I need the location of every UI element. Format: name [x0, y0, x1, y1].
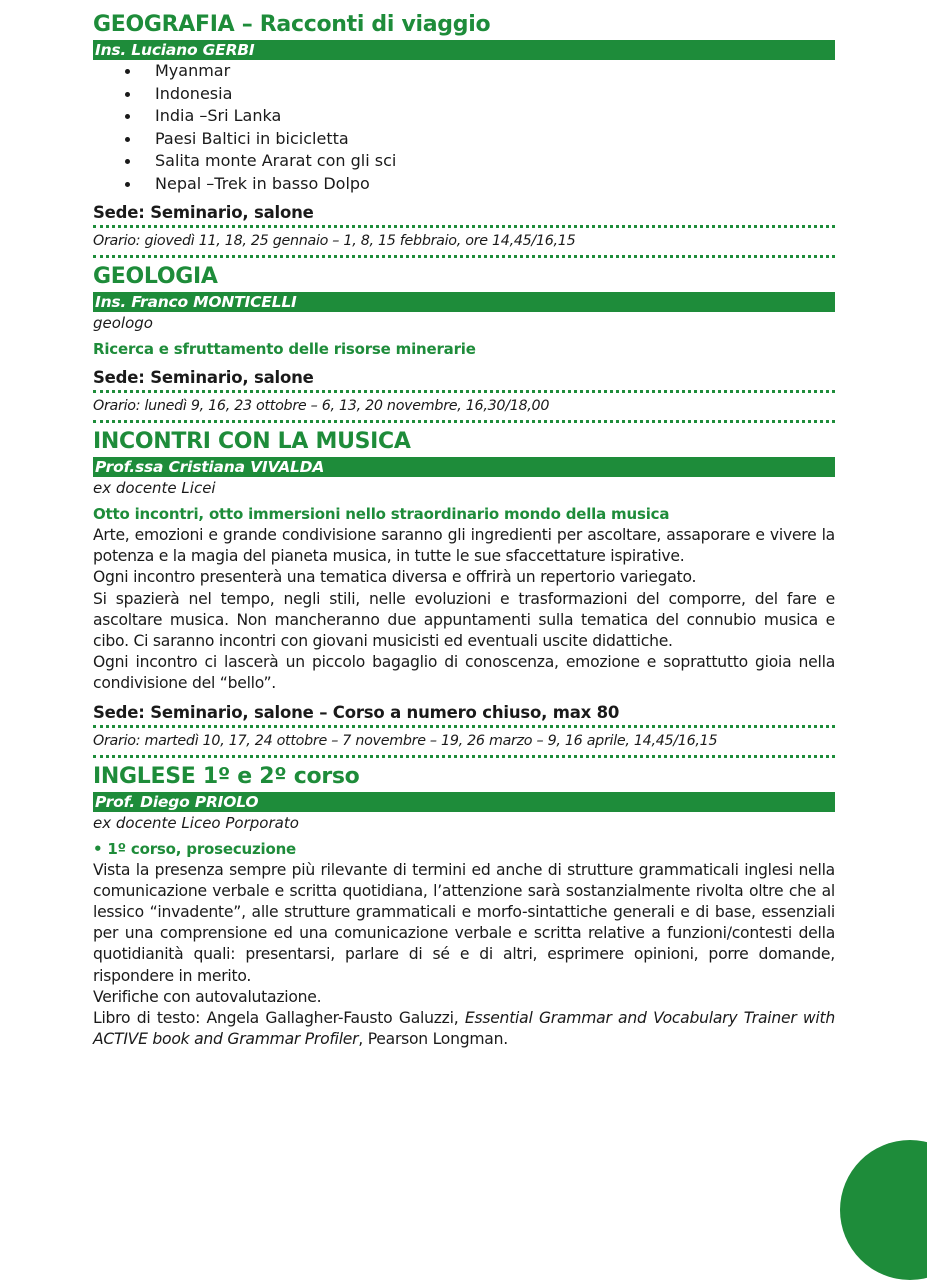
- course-subtitle: Ricerca e sfruttamento delle risorse minerarie: [93, 340, 476, 358]
- list-item: [125, 105, 835, 128]
- bullet-icon: [125, 137, 130, 142]
- topic-list: [93, 60, 835, 195]
- course-musica: [93, 427, 835, 758]
- schedule: Orario: lunedì 9, 16, 23 ottobre – 6, 13, 20 novembre, 16,30/18,00: [93, 390, 835, 423]
- course-title: GEOGRAFIA – Racconti di viaggio: [93, 12, 491, 37]
- course-description: [93, 860, 835, 1051]
- list-item: [125, 83, 835, 106]
- bullet-icon: [125, 182, 130, 187]
- course-title: INGLESE 1º e 2º corso: [93, 763, 360, 789]
- schedule: Orario: giovedì 11, 18, 25 gennaio – 1, 8, 15 febbraio, ore 14,45/16,15: [93, 225, 835, 258]
- teacher-bar: Ins. Franco MONTICELLI: [93, 292, 835, 312]
- teacher-bar: Ins. Luciano GERBI: [93, 40, 835, 60]
- course-geologia: [93, 262, 835, 423]
- paragraph: Ogni incontro ci lascerà un piccolo bagaglio di conoscenza, emozione e soprattutto gioia nella condivisione del “bello”.: [93, 653, 835, 693]
- teacher-role: ex docente Liceo Porporato: [93, 813, 299, 832]
- textbook-publisher: , Pearson Longman.: [358, 1030, 508, 1049]
- bullet-icon: [125, 114, 130, 119]
- bullet-icon: [125, 92, 130, 97]
- list-item: [125, 150, 835, 173]
- course-title: GEOLOGIA: [93, 264, 218, 289]
- paragraph: Vista la presenza sempre più rilevante di termini ed anche di strutture grammaticali inglesi nella comunicazione verbale e scritta quotidiana, l’attenzione sarà sostanzialmente rivolta oltre che al lessico “invadente”, alle strutture grammaticali e morfo-sintattiche generali e di base, essenziali per una comprensione ed una comunicazione verbale e scritta relative a funzioni/contesti della quotidianità quali: presentarsi, parlare di sé e di altri, esprimere opinioni, porre domande, rispondere in merito.: [93, 860, 835, 985]
- paragraph: Verifiche con autovalutazione.: [93, 987, 322, 1006]
- venue: Sede: Seminario, salone – Corso a numero chiuso, max 80: [93, 702, 620, 722]
- teacher-role: ex docente Licei: [93, 479, 216, 497]
- teacher-bar: Prof.ssa Cristiana VIVALDA: [93, 457, 835, 477]
- textbook-prefix: Libro di testo: Angela Gallagher-Fausto Galuzzi,: [93, 1009, 465, 1028]
- topic-label: India –Sri Lanka: [155, 106, 282, 125]
- course-geografia: [93, 10, 835, 258]
- corner-decoration: [840, 1140, 927, 1280]
- list-item: [125, 173, 835, 196]
- bullet-icon: [125, 159, 130, 164]
- topic-label: Myanmar: [155, 61, 231, 80]
- topic-label: Indonesia: [155, 83, 233, 103]
- topic-label: Nepal –Trek in basso Dolpo: [155, 173, 370, 193]
- bullet-icon: [125, 69, 130, 74]
- list-item: [125, 60, 835, 83]
- course-title: INCONTRI CON LA MUSICA: [93, 429, 411, 454]
- teacher-bar: Prof. Diego PRIOLO: [93, 792, 835, 812]
- course-subtitle: Otto incontri, otto immersioni nello straordinario mondo della musica: [93, 505, 670, 523]
- paragraph: Ogni incontro presenterà una tematica diversa e offrirà un repertorio variegato.: [93, 568, 697, 587]
- course-subtitle: • 1º corso, prosecuzione: [93, 839, 297, 858]
- course-page: [93, 10, 835, 1054]
- course-description: [93, 525, 835, 695]
- course-inglese: [93, 762, 835, 1051]
- venue: Sede: Seminario, salone: [93, 368, 314, 387]
- teacher-role: geologo: [93, 314, 153, 332]
- paragraph: Si spazierà nel tempo, negli stili, nelle evoluzioni e trasformazioni del comporre, del fare e ascoltare musica. Non mancheranno due appuntamenti sulla tematica del connubio musica e cibo. Ci saranno incontri con giovani musicisti ed eventuali uscite didattiche.: [93, 589, 835, 651]
- textbook-title: Essential Grammar and Vocabulary Trainer with ACTIVE book and Grammar Profiler: [93, 1009, 836, 1049]
- venue: Sede: Seminario, salone: [93, 203, 314, 222]
- paragraph: Arte, emozioni e grande condivisione saranno gli ingredienti per ascoltare, assaporare e vivere la potenza e la magia del pianeta musica, in tutte le sue sfaccettature ispirative.: [93, 526, 835, 566]
- textbook-reference: [93, 1008, 835, 1050]
- list-item: [125, 128, 835, 151]
- schedule: Orario: martedì 10, 17, 24 ottobre – 7 novembre – 19, 26 marzo – 9, 16 aprile, 14,45/16,15: [93, 725, 835, 758]
- topic-label: Paesi Baltici in bicicletta: [155, 128, 349, 148]
- topic-label: Salita monte Ararat con gli sci: [155, 151, 397, 170]
